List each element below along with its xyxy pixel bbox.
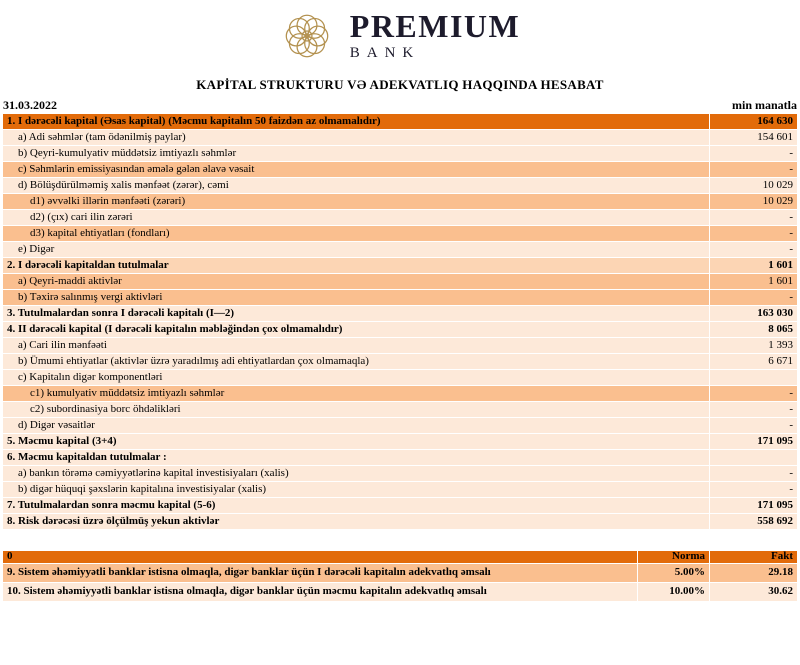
row-value: 1 393 <box>710 338 798 354</box>
row-value: - <box>710 386 798 402</box>
bank-brand-name: PREMIUM <box>349 8 521 44</box>
row-label: 10. Sistem əhəmiyyətli banklar istisna olmaqla, digər banklar üçün məcmu kapitalın adekvatlıq əmsalı <box>3 583 638 602</box>
table-row <box>3 226 798 242</box>
row-label: d) Bölüşdürülməmiş xalis mənfəət (zərər), cəmi <box>3 178 710 194</box>
row-label: 7. Tutulmalardan sonra məcmu kapital (5-6) <box>3 498 710 514</box>
row-value: 1 601 <box>710 274 798 290</box>
row-label: 8. Risk dərəcəsi üzrə ölçülmüş yekun aktivlər <box>3 514 710 530</box>
bank-brand-sub: BANK <box>349 45 421 61</box>
row-norma: 5.00% <box>638 564 710 583</box>
row-value: - <box>710 290 798 306</box>
row-value: - <box>710 466 798 482</box>
table-row <box>3 274 798 290</box>
table-row <box>3 194 798 210</box>
row-value: - <box>710 418 798 434</box>
row-label: b) Təxirə salınmış vergi aktivləri <box>3 290 710 306</box>
adequacy-col-zero: 0 <box>3 551 638 564</box>
table-row <box>3 258 798 274</box>
table-row <box>3 130 798 146</box>
row-value: 6 671 <box>710 354 798 370</box>
row-value: 164 630 <box>710 114 798 130</box>
row-label: d1) əvvəlki illərin mənfəəti (zərəri) <box>3 194 710 210</box>
bank-logo <box>2 4 798 68</box>
table-row <box>3 466 798 482</box>
table-row <box>3 322 798 338</box>
table-row <box>3 514 798 530</box>
row-label: d) Digər vəsaitlər <box>3 418 710 434</box>
row-value: - <box>710 226 798 242</box>
section-gap <box>2 530 798 550</box>
row-label: 5. Məcmu kapital (3+4) <box>3 434 710 450</box>
row-value <box>710 450 798 466</box>
row-label: c) Səhmlərin emissiyasından əmələ gələn əlavə vəsait <box>3 162 710 178</box>
row-value: 8 065 <box>710 322 798 338</box>
row-value: 1 601 <box>710 258 798 274</box>
table-row <box>3 290 798 306</box>
table-row <box>3 306 798 322</box>
row-value: 163 030 <box>710 306 798 322</box>
table-row <box>3 370 798 386</box>
row-value: - <box>710 210 798 226</box>
table-row <box>3 242 798 258</box>
row-value: - <box>710 402 798 418</box>
row-label: 4. II dərəcəli kapital (I dərəcəli kapitalın məbləğindən çox olmamalıdır) <box>3 322 710 338</box>
row-fakt: 30.62 <box>710 583 798 602</box>
table-row <box>3 450 798 466</box>
row-value: - <box>710 146 798 162</box>
row-norma: 10.00% <box>638 583 710 602</box>
row-label: 6. Məcmu kapitaldan tutulmalar : <box>3 450 710 466</box>
adequacy-col-fakt: Fakt <box>710 551 798 564</box>
table-row <box>3 114 798 130</box>
row-label: 9. Sistem əhəmiyyətli banklar istisna olmaqla, digər banklar üçün I dərəcəli kapitalın adekvatlıq əmsalı <box>3 564 638 583</box>
adequacy-table <box>2 550 798 602</box>
table-row <box>3 146 798 162</box>
row-label: 3. Tutulmalardan sonra I dərəcəli kapitalı (I—2) <box>3 306 710 322</box>
table-row <box>3 178 798 194</box>
table-row <box>3 498 798 514</box>
table-row <box>3 354 798 370</box>
row-label: 2. I dərəcəli kapitaldan tutulmalar <box>3 258 710 274</box>
table-row <box>3 210 798 226</box>
row-label: b) Ümumi ehtiyatlar (aktivlər üzrə yaradılmış adi ehtiyatlardan çox olmamaqla) <box>3 354 710 370</box>
row-label: b) Qeyri-kumulyativ müddətsiz imtiyazlı səhmlər <box>3 146 710 162</box>
unit-label: min manatla <box>731 98 797 112</box>
row-label: c1) kumulyativ müddətsiz imtiyazlı səhmlər <box>3 386 710 402</box>
table-row <box>3 583 798 602</box>
table-row <box>3 402 798 418</box>
table-row <box>3 386 798 402</box>
row-value: - <box>710 162 798 178</box>
capital-table-body <box>3 114 798 530</box>
row-label: d3) kapital ehtiyatları (fondları) <box>3 226 710 242</box>
table-row <box>3 564 798 583</box>
report-date: 31.03.2022 <box>3 98 57 112</box>
row-value: 10 029 <box>710 178 798 194</box>
adequacy-table-body <box>3 551 798 602</box>
row-label: c2) subordinasiya borc öhdəlikləri <box>3 402 710 418</box>
table-row <box>3 482 798 498</box>
capital-table <box>2 113 798 530</box>
row-label: a) Qeyri-maddi aktivlər <box>3 274 710 290</box>
adequacy-header-row <box>3 551 798 564</box>
row-value <box>710 370 798 386</box>
row-fakt: 29.18 <box>710 564 798 583</box>
adequacy-col-norma: Norma <box>638 551 710 564</box>
row-label: d2) (çıx) cari ilin zərəri <box>3 210 710 226</box>
bank-logo-text <box>350 10 520 62</box>
row-label: a) bankın törəmə cəmiyyətlərinə kapital investisiyaları (xalis) <box>3 466 710 482</box>
row-label: c) Kapitalın digər komponentləri <box>3 370 710 386</box>
knot-ornament-icon <box>280 9 334 63</box>
row-value: 154 601 <box>710 130 798 146</box>
table-row <box>3 418 798 434</box>
table-row <box>3 162 798 178</box>
row-value: 10 029 <box>710 194 798 210</box>
row-value: - <box>710 242 798 258</box>
report-meta <box>2 98 798 113</box>
row-label: b) digər hüquqi şəxslərin kapitalına investisiyalar (xalis) <box>3 482 710 498</box>
row-value: 171 095 <box>710 498 798 514</box>
row-value: 171 095 <box>710 434 798 450</box>
row-label: a) Adi səhmlər (tam ödənilmiş paylar) <box>3 130 710 146</box>
row-value: - <box>710 482 798 498</box>
row-value: 558 692 <box>710 514 798 530</box>
table-row <box>3 338 798 354</box>
table-row <box>3 434 798 450</box>
row-label: a) Cari ilin mənfəəti <box>3 338 710 354</box>
row-label: 1. I dərəcəli kapital (Əsas kapital) (Məcmu kapitalın 50 faizdən az olmamalıdır) <box>3 114 710 130</box>
page-title: KAPİTAL STRUKTURU VƏ ADEKVATLIQ HAQQINDA HESABAT <box>196 77 604 92</box>
row-label: e) Digər <box>3 242 710 258</box>
